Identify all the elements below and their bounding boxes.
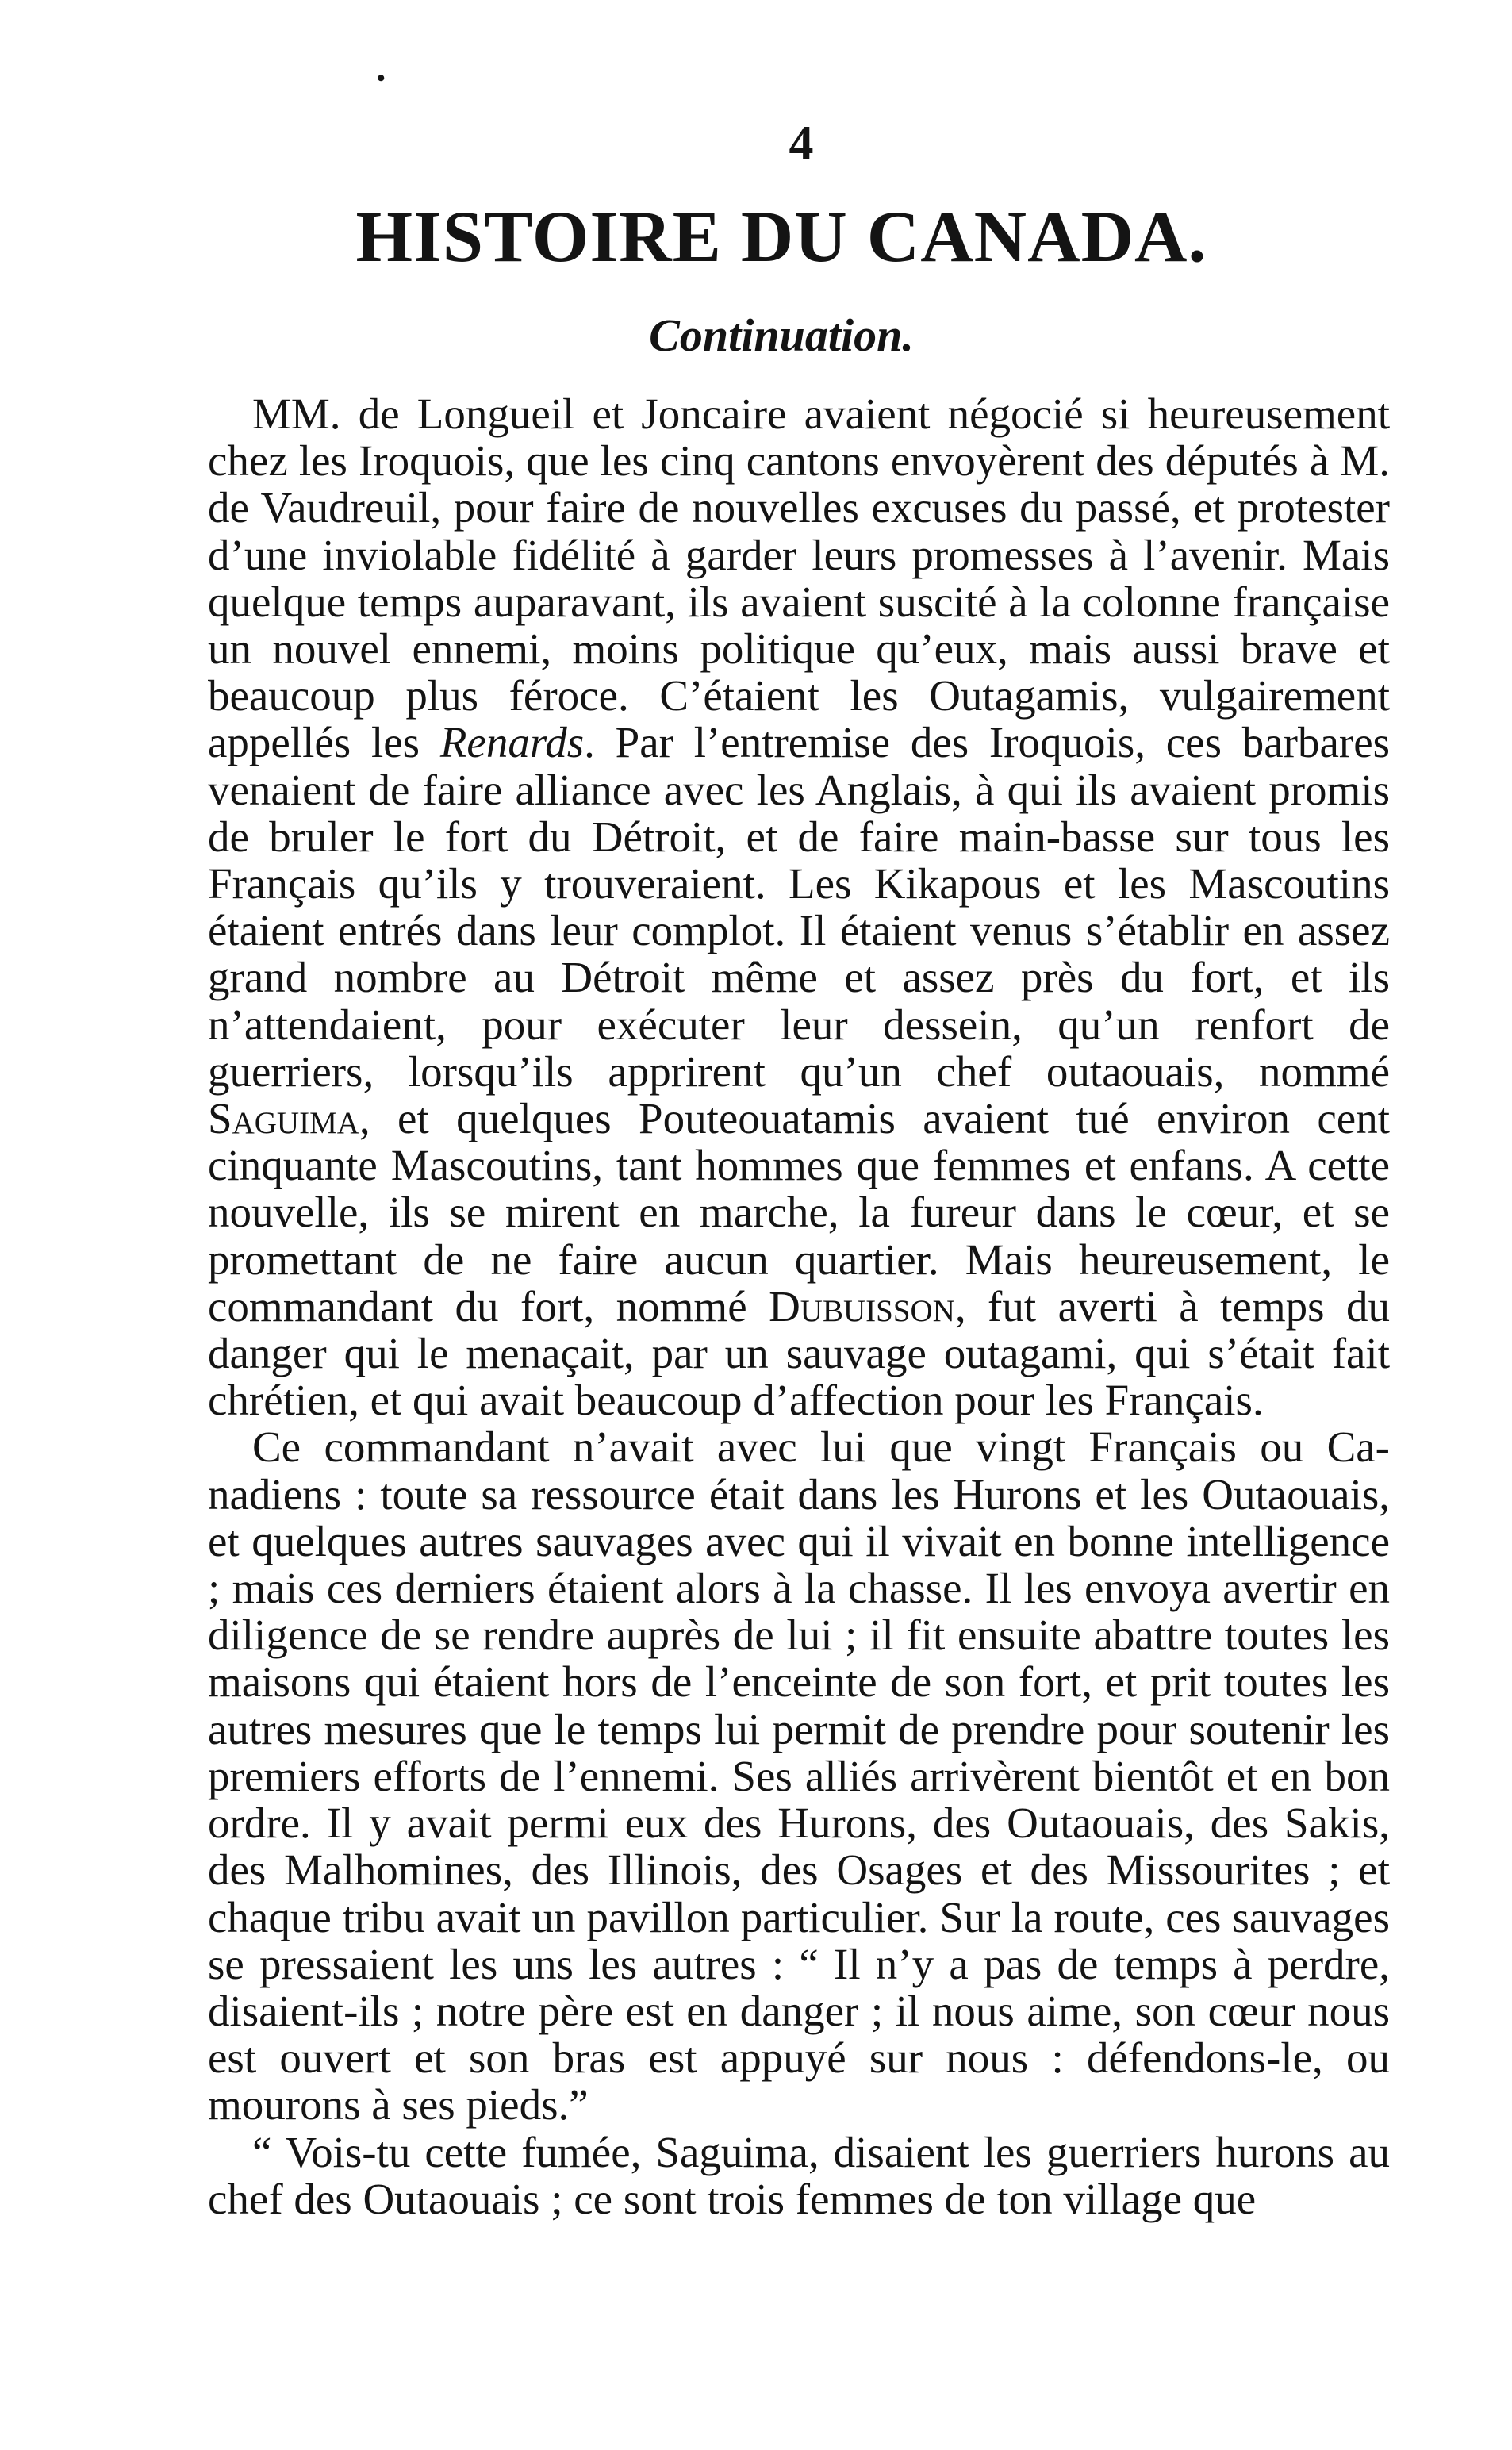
text-segment: MM. de Longueil et Joncaire avaient négocié si heureusement chez les Iroquois, que les cinq cantons envoyèrent des députés à M. de Vaudreuil, pour faire de nouvelles excuses du passé, et protester d’une inviolable fidélité à garder leurs promesses à l’avenir. Mais quelque temps auparavant, ils avaient suscité à la colonne française un nouvel ennemi, moins politique qu’eux, mais aussi brave et beaucoup plus féroce. C’étaient les Outagamis, vulgairement appellés les [208, 390, 1390, 767]
page-title: HISTOIRE DU CANADA. [355, 196, 1207, 277]
paragraph [208, 2129, 1390, 2222]
text-segment: Saguima [208, 1094, 359, 1143]
text-segment: , fut averti à temps du danger qui le menaçait, par un sauvage outagami, qui s’était fait chrétien, et qui avait beaucoup d’affection pour les Français. [208, 1281, 1390, 1425]
page-mark: • [377, 65, 386, 91]
text-segment: Ce commandant n’avait avec lui que vingt Français ou Canadiens : toute sa ressource était dans les Hurons et les Outaouais, et quelques autres sauvages avec qui il vivait en bonne intelligence ; mais ces derniers étaient alors à la chasse. Il les envoya avertir en diligence de se rendre auprès de lui ; il fit ensuite abattre toutes les maisons qui étaient hors de l’enceinte de son fort, et prit toutes les autres mesures que le temps lui permit de prendre pour soutenir les premiers efforts de l’ennemi. Ses alliés arrivèrent bientôt et en bon ordre. Il y avait permi eux des Hurons, des Outaouais, des Sakis, des Malhomines, des Illinois, des Osages et des Missourites ; et chaque tribu avait un pavillon particulier. Sur la route, ces sauvages se pressaient les uns les autres : “ Il n’y a pas de temps à perdre, disaient-ils ; notre père est en danger ; il nous aime, son cœur nous est ouvert et son bras est appuyé sur nous : défendons-le, ou mourons à ses pieds.” [208, 1423, 1390, 2129]
text-segment: “ Vois-tu cette fumée, Saguima, disaient les guerriers hurons au chef des Outaouais ; ce sont trois femmes de ton village que [208, 2127, 1390, 2223]
page-number: 4 [789, 117, 814, 171]
paragraph [208, 390, 1390, 1423]
text-segment: Renards [439, 718, 585, 767]
paragraph [208, 1423, 1390, 2128]
text-segment: , et quelques Pouteouatamis avaient tué environ cent cinquante Mascoutins, tant hommes que femmes et enfans. A cette nouvelle, ils se mirent en marche, la fureur dans le cœur, et se promettant de ne faire aucun quartier. Mais heureusement, le commandant du fort, nommé [208, 1094, 1390, 1331]
text-segment: . Par l’entremise des Iroquois, ces barbares venaient de faire alliance avec les Anglais, à qui ils avaient promis de bruler le fort du Détroit, et de faire main-basse sur tous les Français qu’ils y trouveraient. Les Kikapous et les Mascoutins étaient entrés dans leur complot. Il étaient venus s’établir en assez grand nombre au Détroit même et assez près du fort, et ils n’attendaient, pour exécuter leur dessein, qu’un renfort de guerriers, lorsqu’ils apprirent qu’un chef outaouais, nommé [208, 718, 1391, 1096]
body-text [208, 390, 1390, 2222]
section-subtitle: Continuation. [649, 309, 914, 361]
text-segment: Dubuisson [769, 1281, 955, 1331]
